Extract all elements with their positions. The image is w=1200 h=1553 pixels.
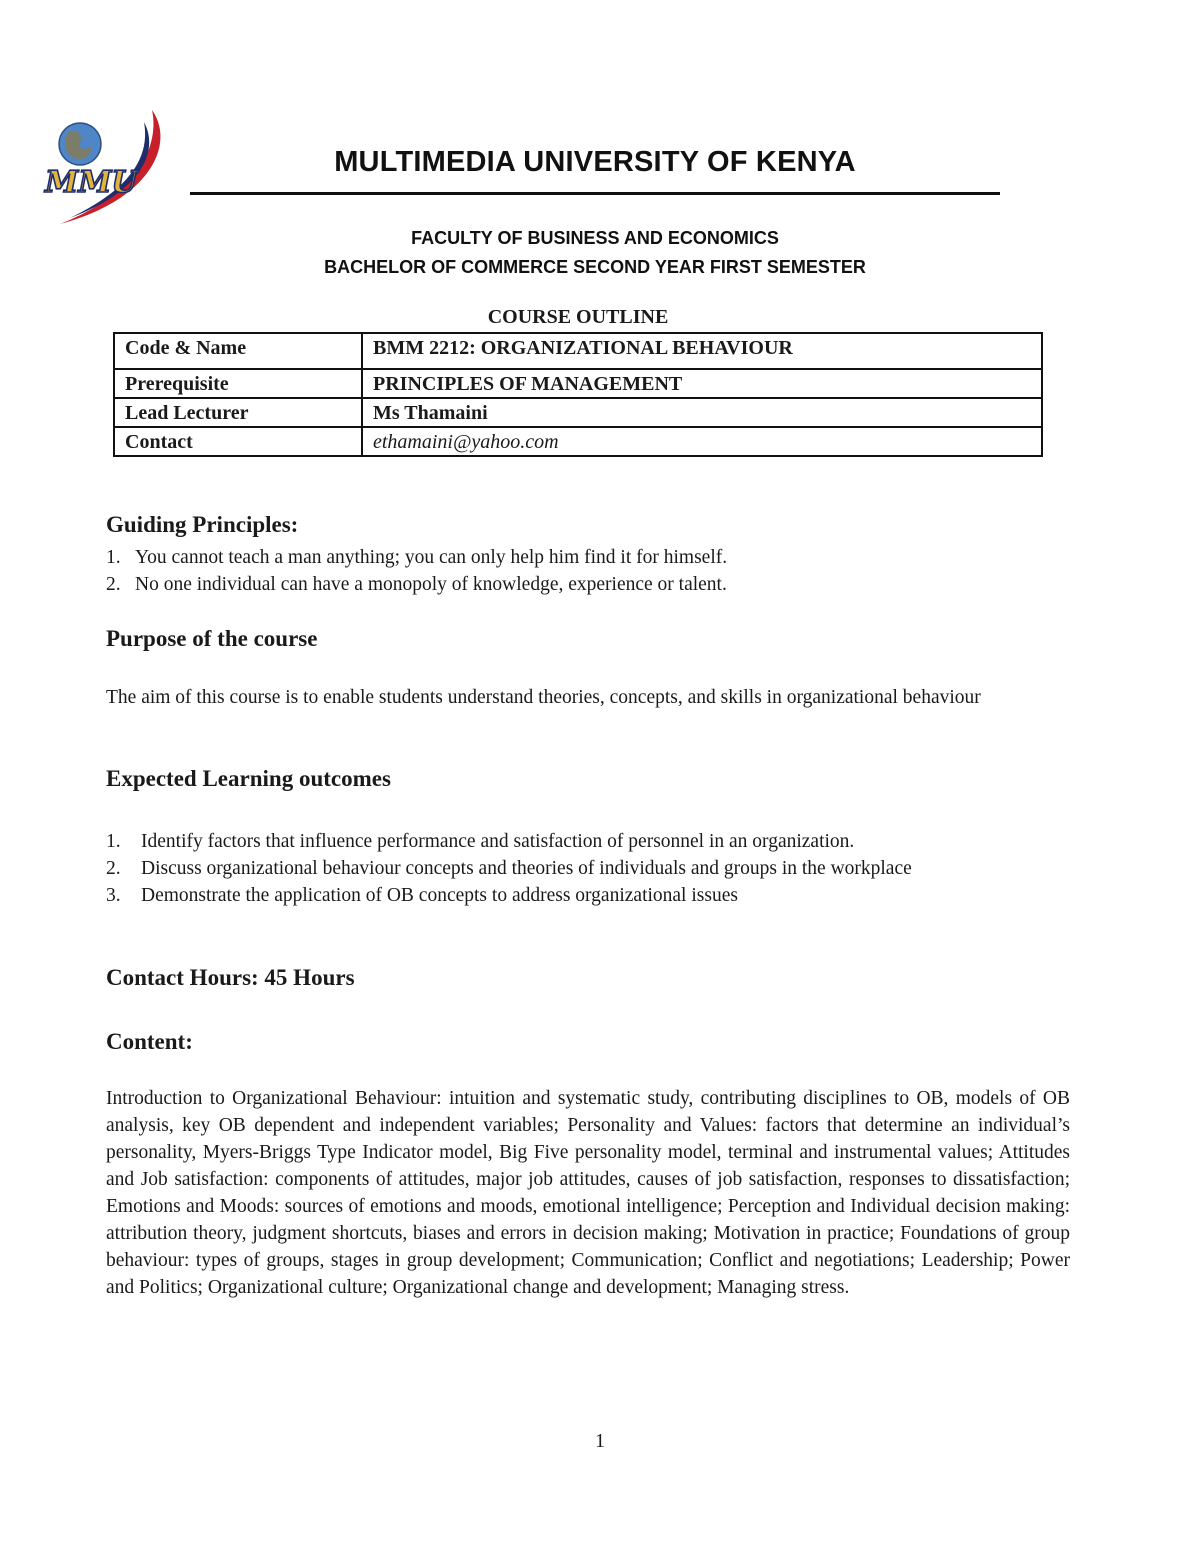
list-number: 1. bbox=[106, 547, 121, 568]
guiding-principles-heading: Guiding Principles: bbox=[106, 512, 299, 537]
table-row bbox=[114, 333, 1042, 369]
faculty-block bbox=[190, 224, 1000, 282]
list-item bbox=[106, 571, 1070, 598]
course-info-table bbox=[113, 332, 1043, 457]
page-number: 1 bbox=[595, 1430, 605, 1452]
contact-email-link[interactable]: ethamaini@yahoo.com bbox=[362, 427, 1042, 456]
list-item-text: No one individual can have a monopoly of knowledge, experience or talent. bbox=[135, 574, 727, 595]
list-item-text: Identify factors that influence performance and satisfaction of personnel in an organization. bbox=[141, 831, 855, 852]
table-key: Code & Name bbox=[114, 333, 362, 369]
list-item bbox=[106, 828, 1070, 855]
table-row bbox=[114, 398, 1042, 427]
purpose-text: The aim of this course is to enable students understand theories, concepts, and skills in organizational behaviour bbox=[106, 687, 981, 708]
list-item bbox=[106, 855, 1070, 882]
table-row bbox=[114, 369, 1042, 398]
programme-name: BACHELOR OF COMMERCE SECOND YEAR FIRST SEMESTER bbox=[324, 257, 866, 277]
list-item-text: Demonstrate the application of OB concepts to address organizational issues bbox=[141, 885, 738, 906]
university-logo bbox=[40, 104, 166, 228]
list-number: 2. bbox=[106, 574, 121, 595]
content-paragraph: Introduction to Organizational Behaviour: intuition and systematic study, contributing disciplines to OB, models of OB analysis, key OB dependent and independent variables; Personality and Values: factors that determine an individual’s personality, Myers-Briggs Type Indicator model, Big Five personality model, terminal and instrumental values; Attitudes and Job satisfaction: components of attitudes, major job attitudes, causes of job satisfaction, responses to dissatisfaction; Emotions and Moods: sources of emotions and moods, emotional intelligence; Perception and Individual decision making: attribution theory, judgment shortcuts, biases and errors in decision making; Motivation in practice; Foundations of group behaviour: types of groups, stages in group development; Communication; Conflict and negotiations; Leadership; Power and Politics; Organizational culture; Organizational change and development; Managing stress. bbox=[106, 1088, 1070, 1298]
list-number: 1. bbox=[106, 831, 121, 852]
learning-outcomes-heading: Expected Learning outcomes bbox=[106, 766, 391, 791]
table-value: PRINCIPLES OF MANAGEMENT bbox=[362, 369, 1042, 398]
svg-text:MMU: MMU bbox=[45, 165, 138, 200]
table-key: Prerequisite bbox=[114, 369, 362, 398]
table-value: BMM 2212: ORGANIZATIONAL BEHAVIOUR bbox=[362, 333, 1042, 369]
contact-hours-heading: Contact Hours: 45 Hours bbox=[106, 965, 355, 990]
table-row bbox=[114, 427, 1042, 456]
content-heading: Content: bbox=[106, 1029, 193, 1054]
list-number: 2. bbox=[106, 858, 121, 879]
title-rule bbox=[190, 192, 1000, 195]
faculty-name: FACULTY OF BUSINESS AND ECONOMICS bbox=[411, 228, 779, 248]
purpose-heading: Purpose of the course bbox=[106, 626, 318, 651]
university-name: MULTIMEDIA UNIVERSITY OF KENYA bbox=[334, 146, 856, 178]
list-item bbox=[106, 882, 1070, 909]
mmu-logo-icon bbox=[40, 104, 166, 228]
table-key: Lead Lecturer bbox=[114, 398, 362, 427]
list-item-text: Discuss organizational behaviour concepts and theories of individuals and groups in the workplace bbox=[141, 858, 912, 879]
list-item-text: You cannot teach a man anything; you can only help him find it for himself. bbox=[135, 547, 728, 568]
course-outline-title: COURSE OUTLINE bbox=[487, 306, 669, 328]
table-value: Ms Thamaini bbox=[362, 398, 1042, 427]
table-key: Contact bbox=[114, 427, 362, 456]
list-item bbox=[106, 544, 1070, 571]
learning-outcomes-list bbox=[106, 828, 1070, 909]
list-number: 3. bbox=[106, 885, 121, 906]
guiding-principles-list bbox=[106, 544, 1070, 598]
